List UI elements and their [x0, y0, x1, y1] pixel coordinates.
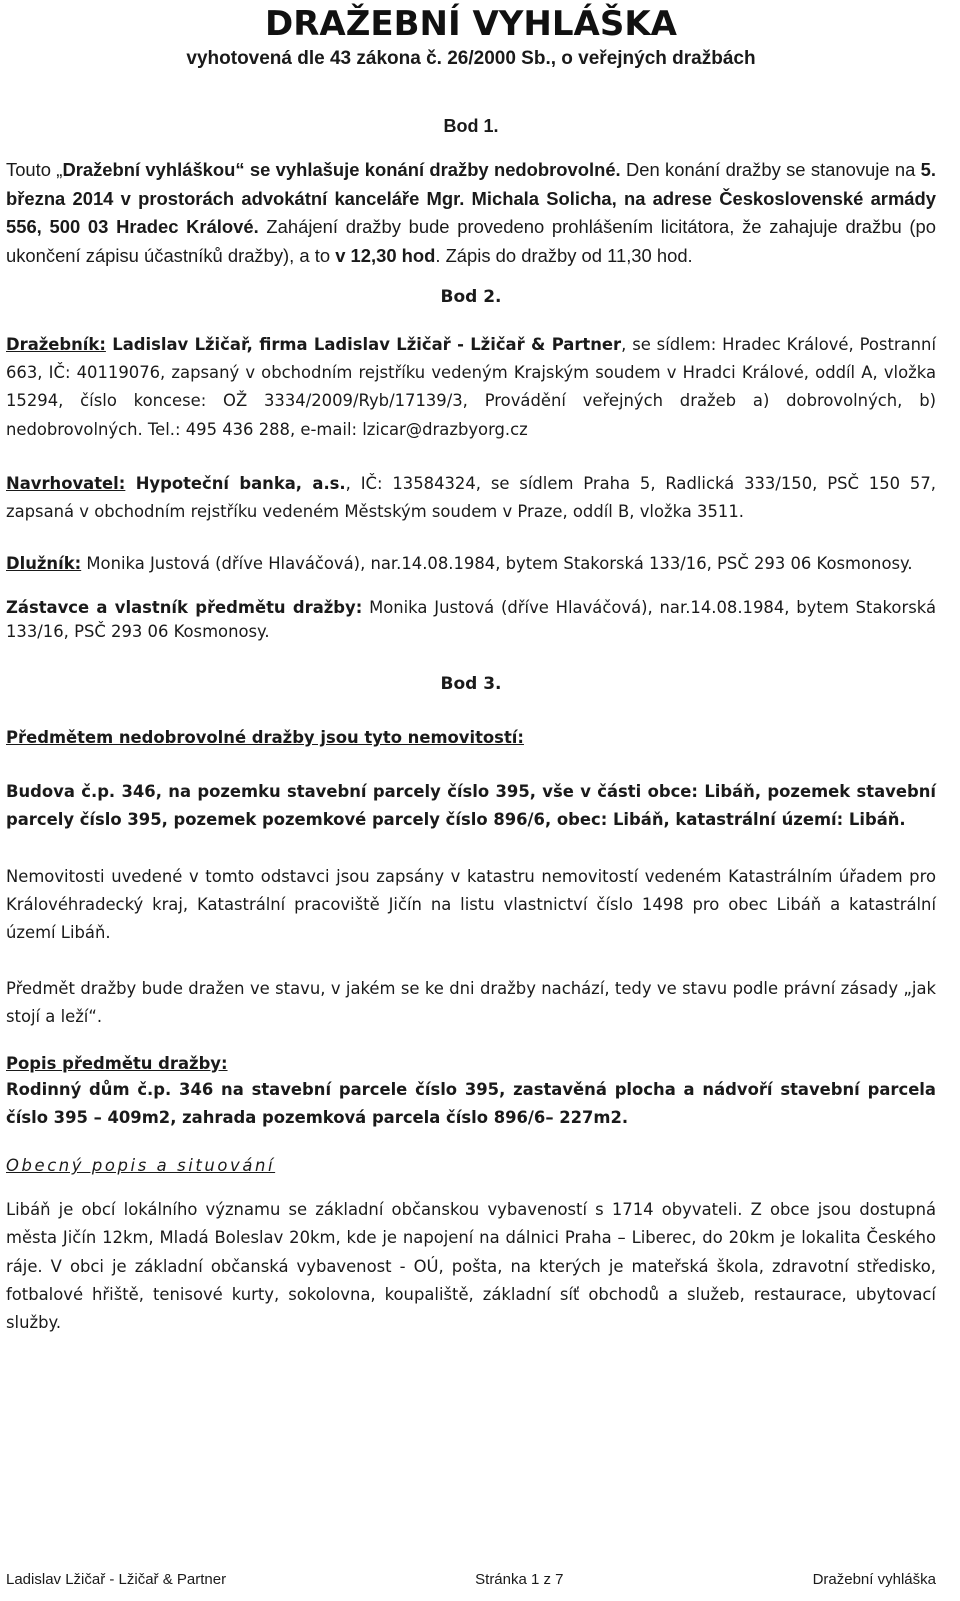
zastavce-details: Monika Justová (dříve Hlaváčová), nar.14.08.1984, bytem Stakorská 133/16, PSČ 293 06 Kosmonosy.: [6, 598, 936, 642]
popis-paragraph: Rodinný dům č.p. 346 na stavební parcele číslo 395, zastavěná plocha a nádvoří stavební parcela číslo 395 – 409m2, zahrada pozemková parcela číslo 896/6– 227m2.: [6, 1079, 936, 1127]
budova-paragraph: Budova č.p. 346, na pozemku stavební parcely číslo 395, vše v části obce: Libáň, pozemek stavební parcely číslo 395, pozemek pozemkové parcely číslo 896/6, obec: Libáň, katastrální území: Libáň.: [6, 782, 936, 830]
auction-date-place: 5. března 2014 v prostorách advokátní kanceláře Mgr. Michala Solicha, na adrese Československé armády 556, 500 03 Hradec Králové.: [6, 159, 936, 237]
footer-right: Dražební vyhláška: [812, 1571, 936, 1588]
intro-text-3: Zahájení dražby bude provedeno prohlášením licitátora, že zahajuje dražbu (po ukončení zápisu účastníků dražby), a to: [6, 216, 936, 266]
obecny-paragraph: Libáň je obcí lokálního významu se základní občanskou vybaveností s 1714 obyvateli. Z obce jsou dostupná města Jičín 12km, Mladá Boleslav 20km, kde je napojení na dálnici Praha – Liberec, do 20km je lokalita Českého ráje. V obci je základní občanská vybavenost - OÚ, pošta, na kterých je mateřská škola, zdravotní středisko, fotbalové hřiště, tenisové kurty, sokolovna, koupaliště, základní síť obchodů a služeb, restaurace, ubytovací služby.: [6, 1200, 936, 1333]
section-heading-bod-3: Bod 3.: [440, 674, 502, 695]
registration-time: . Zápis do dražby od 11,30 hod.: [435, 244, 693, 266]
stav-paragraph: Předmět dražby bude dražen ve stavu, v jakém se ke dni dražby nachází, tedy ve stavu podle právní zásady „jak stojí a leží“.: [6, 979, 936, 1027]
popis-heading: Popis předmětu dražby:: [6, 1053, 228, 1073]
drazebnik-paragraph: [6, 331, 936, 444]
dluznik-label: Dlužník:: [6, 554, 82, 574]
drazebnik-label: Dražebník:: [6, 335, 106, 354]
dluznik-details: Monika Justová (dříve Hlaváčová), nar.14.08.1984, bytem Stakorská 133/16, PSČ 293 06 Kosmonosy.: [81, 554, 913, 574]
footer-page-number: Stránka 1 z 7: [475, 1571, 564, 1588]
nemovitosti-paragraph: Nemovitosti uvedené v tomto odstavci jsou zapsány v katastru nemovitostí vedeném Katastrálním úřadem pro Královéhradecký kraj, Katastrální pracoviště Jičín na listu vlastnictví číslo 1498 pro obec Libáň a katastrální území Libáň.: [6, 866, 936, 943]
zastavce-paragraph: [6, 596, 936, 644]
zastavce-label: Zástavce a vlastník předmětu dražby:: [6, 598, 363, 618]
document-subtitle: vyhotovená dle 43 zákona č. 26/2000 Sb., o veřejných dražbách: [186, 48, 756, 69]
intro-text-1: Touto „: [6, 159, 63, 180]
obecny-heading: Obecný popis a situování: [6, 1156, 276, 1176]
navrhovatel-name: Hypoteční banka, a.s.: [125, 473, 346, 493]
intro-announcement: Dražební vyhláškou“ se vyhlašuje konání dražby nedobrovolné.: [62, 159, 621, 180]
section-heading-bod-2: Bod 2.: [440, 287, 502, 307]
bod-1-paragraph: [6, 156, 936, 270]
section-heading-bod-1: Bod 1.: [443, 116, 499, 136]
document-title: DRAŽEBNÍ VYHLÁŠKA: [265, 4, 677, 44]
dluznik-paragraph: [6, 552, 936, 576]
page-footer: [6, 1570, 936, 1590]
navrhovatel-label: Navrhovatel:: [6, 473, 126, 493]
predmet-heading: Předmětem nedobrovolné dražby jsou tyto nemovitostí:: [6, 728, 524, 748]
navrhovatel-details: , IČ: 13584324, se sídlem Praha 5, Radlická 333/150, PSČ 150 57, zapsaná v obchodním rejstříku vedeném Městským soudem v Praze, oddíl B, vložka 3511.: [6, 473, 936, 522]
intro-text-2: Den konání dražby se stanovuje na: [620, 159, 921, 180]
drazebnik-details: , se sídlem: Hradec Králové, Postranní 663, IČ: 40119076, zapsaný v obchodním rejstříku vedeným Krajským soudem v Hradci Králové, oddíl A, vložka 15294, číslo koncese: OŽ 3334/2009/Ryb/17139/3, Provádění veřejných dražeb a) dobrovolných, b) nedobrovolných. Tel.: 495 436 288, e-mail: lzicar@drazbyorg.cz: [6, 335, 936, 439]
drazebnik-name: Ladislav Lžičař, firma Ladislav Lžičař - Lžičař & Partner: [105, 335, 622, 354]
footer-left: Ladislav Lžičař - Lžičař & Partner: [6, 1571, 227, 1588]
auction-start-time: v 12,30 hod: [335, 244, 436, 266]
navrhovatel-paragraph: [6, 470, 936, 526]
